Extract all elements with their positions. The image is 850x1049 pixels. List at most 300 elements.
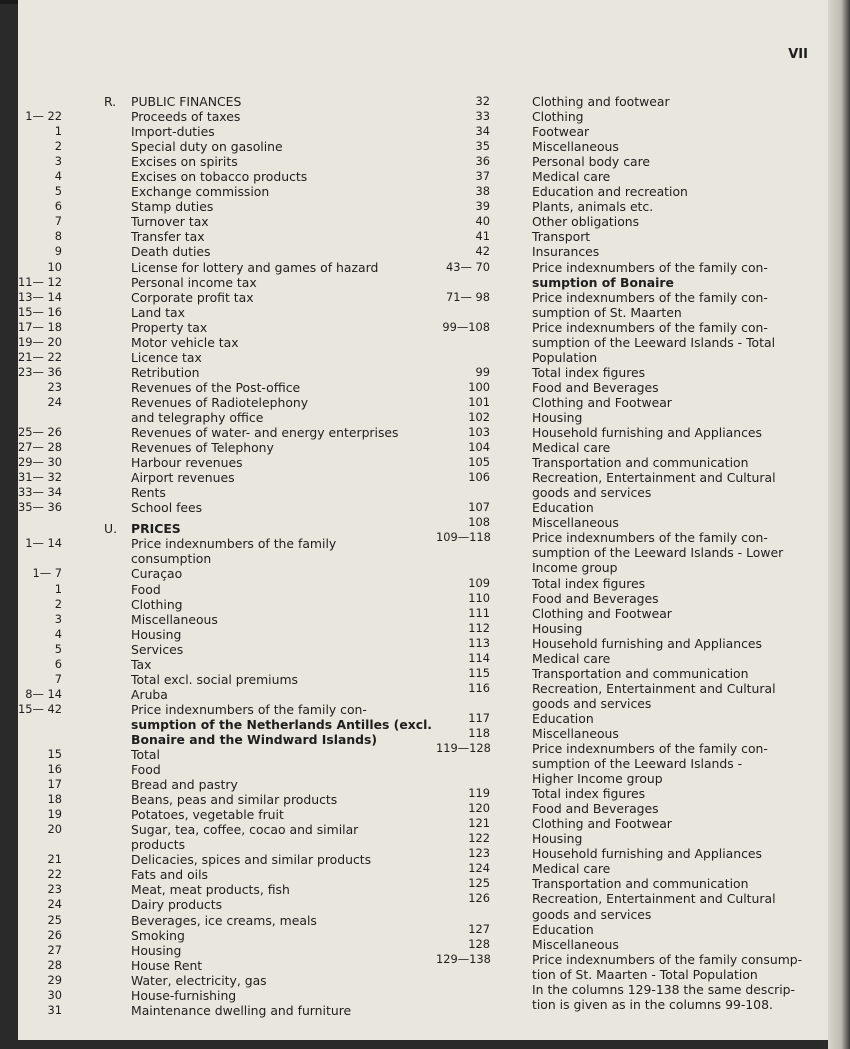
column-number: 29: [47, 972, 62, 987]
section-letter: U.: [104, 521, 118, 537]
entry-label: Plants, animals etc.: [532, 199, 654, 215]
entry-label: Meat, meat products, fish: [131, 882, 290, 898]
entry-label: Education and recreation: [532, 184, 688, 200]
entry-label: Housing: [532, 831, 583, 847]
entry-label: Clothing: [131, 596, 183, 612]
index-row: [18, 154, 418, 169]
entry-label: Revenues of Telephony: [131, 440, 274, 456]
column-number: 29— 30: [18, 455, 62, 470]
column-number: 121: [468, 816, 490, 831]
index-row: [18, 867, 418, 882]
column-number: 24: [47, 897, 62, 912]
index-row: [436, 560, 826, 575]
entry-label: Rents: [131, 485, 166, 501]
index-row: [18, 837, 418, 852]
entry-label: Food: [131, 581, 161, 597]
column-number: 15— 42: [18, 701, 62, 716]
entry-label: Price indexnumbers of the family con-: [532, 289, 768, 305]
index-row: [436, 726, 826, 741]
entry-label: Retribution: [131, 364, 200, 380]
column-number: 8— 14: [25, 686, 62, 701]
index-row: [436, 786, 826, 801]
column-number: 110: [468, 590, 490, 605]
entry-label: Price indexnumbers of the family con-: [532, 741, 768, 757]
index-row: [18, 551, 418, 566]
index-row: [18, 455, 418, 470]
entry-label: Transport: [532, 229, 591, 245]
entry-label: Land tax: [131, 304, 185, 320]
column-number: 1: [54, 124, 62, 139]
entry-label: Other obligations: [532, 214, 640, 230]
column-number: 7: [54, 671, 62, 686]
index-row: [436, 621, 826, 636]
entry-label: Medical care: [532, 440, 611, 456]
column-number: 23— 36: [18, 364, 62, 379]
index-row: [436, 199, 826, 214]
index-row: [18, 1003, 418, 1018]
entry-label: Education: [532, 921, 594, 937]
index-row: [18, 199, 418, 214]
column-number: 13— 14: [18, 289, 62, 304]
index-row: [436, 515, 826, 530]
index-row: [436, 485, 826, 500]
column-number: 27: [47, 942, 62, 957]
entry-label: Miscellaneous: [131, 611, 218, 627]
entry-label: Medical care: [532, 861, 611, 877]
entry-label: sumption of the Leeward Islands - Lower: [532, 545, 784, 561]
index-row: [436, 305, 826, 320]
entry-label: Medical care: [532, 169, 611, 185]
entry-label: Sugar, tea, coffee, cocao and similar: [131, 822, 359, 838]
column-number: 9: [54, 244, 62, 259]
column-number: 128: [468, 936, 490, 951]
index-row: [18, 792, 418, 807]
entry-label: Bread and pastry: [131, 777, 238, 793]
entry-label: Food: [131, 762, 161, 778]
index-row: [18, 470, 418, 485]
column-number: 36: [475, 154, 490, 169]
entry-label: In the columns 129-138 the same descrip-: [532, 981, 796, 997]
column-number: 35— 36: [18, 500, 62, 515]
index-row: [18, 260, 418, 275]
entry-label: Services: [131, 641, 184, 657]
entry-label: goods and services: [532, 906, 652, 922]
entry-label: Miscellaneous: [532, 936, 619, 952]
entry-label: Beans, peas and similar products: [131, 792, 338, 808]
entry-label: Clothing and Footwear: [532, 816, 672, 832]
column-number: 8: [54, 229, 62, 244]
entry-label: Beverages, ice creams, meals: [131, 912, 317, 928]
entry-label: Water, electricity, gas: [131, 972, 267, 988]
entry-label: Price indexnumbers of the family con-: [131, 701, 367, 717]
index-row: [18, 275, 418, 290]
column-number: 105: [468, 455, 490, 470]
column-number: 19: [47, 807, 62, 822]
entry-label: sumption of Bonaire: [532, 274, 674, 290]
column-number: 124: [468, 861, 490, 876]
entry-label: Smoking: [131, 927, 185, 943]
column-number: 16: [47, 762, 62, 777]
index-row: [436, 876, 826, 891]
column-number: 5: [54, 641, 62, 656]
entry-label: Miscellaneous: [532, 725, 619, 741]
entry-label: Food and Beverages: [532, 379, 659, 395]
document-page: [18, 0, 830, 1040]
entry-label: goods and services: [532, 695, 652, 711]
entry-label: Price indexnumbers of the family con-: [532, 530, 768, 546]
entry-label: Fats and oils: [131, 867, 209, 883]
index-row: [18, 380, 418, 395]
entry-label: License for lottery and games of hazard: [131, 259, 379, 275]
index-row: [18, 410, 418, 425]
entry-label: Recreation, Entertainment and Cultural: [532, 891, 776, 907]
index-row: [436, 275, 826, 290]
entry-label: Potatoes, vegetable fruit: [131, 807, 284, 823]
index-row: [436, 290, 826, 305]
index-row: [18, 320, 418, 335]
index-row: [18, 687, 418, 702]
entry-label: Housing: [131, 626, 182, 642]
index-row: [18, 702, 418, 717]
column-number: 39: [475, 199, 490, 214]
column-number: 4: [54, 626, 62, 641]
index-row: [18, 627, 418, 642]
index-row: [436, 681, 826, 696]
column-number: 18: [47, 792, 62, 807]
entry-label: Death duties: [131, 244, 211, 260]
index-row: [18, 94, 418, 109]
entry-label: Miscellaneous: [532, 515, 619, 531]
index-row: [436, 982, 826, 997]
column-number: 103: [468, 425, 490, 440]
index-row: [18, 762, 418, 777]
index-row: [18, 184, 418, 199]
index-row: [18, 169, 418, 184]
index-row: [18, 897, 418, 912]
column-number: 107: [468, 500, 490, 515]
column-number: 100: [468, 379, 490, 394]
entry-label: Excises on spirits: [131, 154, 238, 170]
column-number: 120: [468, 801, 490, 816]
entry-label: Price indexnumbers of the family con-: [532, 259, 768, 275]
entry-label: Education: [532, 500, 594, 516]
index-row: [436, 891, 826, 906]
index-row: [436, 109, 826, 124]
index-row: [18, 928, 418, 943]
index-row: [436, 530, 826, 545]
entry-label: Delicacies, spices and similar products: [131, 852, 372, 868]
entry-label: Excises on tobacco products: [131, 169, 308, 185]
column-number: 6: [54, 199, 62, 214]
column-number: 1— 7: [32, 566, 62, 581]
column-number: 106: [468, 470, 490, 485]
index-row: [18, 214, 418, 229]
entry-label: House Rent: [131, 957, 203, 973]
entry-label: Exchange commission: [131, 184, 270, 200]
column-number: 117: [468, 710, 490, 725]
column-number: 22: [47, 867, 62, 882]
index-row: [18, 124, 418, 139]
index-row: [18, 485, 418, 500]
entry-label: Total excl. social premiums: [131, 671, 298, 687]
entry-label: Household furnishing and Appliances: [532, 846, 762, 862]
index-row: [436, 455, 826, 470]
entry-label: Revenues of Radiotelephony: [131, 394, 309, 410]
column-number: 5: [54, 184, 62, 199]
index-row: [18, 943, 418, 958]
index-row: [436, 666, 826, 681]
entry-label: Transfer tax: [131, 229, 205, 245]
index-row: [436, 636, 826, 651]
column-number: 129—138: [436, 951, 491, 966]
index-row: [436, 365, 826, 380]
column-number: 24: [47, 394, 62, 409]
index-row: [436, 229, 826, 244]
entry-label: Insurances: [532, 244, 600, 260]
index-row: [436, 139, 826, 154]
column-number: 38: [475, 184, 490, 199]
index-row: [18, 612, 418, 627]
index-row: [436, 696, 826, 711]
entry-label: Recreation, Entertainment and Cultural: [532, 470, 776, 486]
index-row: [18, 642, 418, 657]
entry-label: Price indexnumbers of the family consump-: [532, 951, 803, 967]
index-row: [436, 154, 826, 169]
column-number: 30: [47, 987, 62, 1002]
index-row: [436, 922, 826, 937]
index-row: [18, 425, 418, 440]
entry-label: Curaçao: [131, 566, 183, 582]
index-row: [18, 395, 418, 410]
column-number: 26: [47, 927, 62, 942]
entry-label: consumption: [131, 551, 212, 567]
index-row: [18, 500, 418, 515]
column-number: 113: [468, 635, 490, 650]
column-number: 99—108: [442, 319, 490, 334]
index-row: [18, 913, 418, 928]
index-row: [18, 229, 418, 244]
column-number: 17— 18: [18, 319, 62, 334]
column-number: 114: [468, 650, 490, 665]
column-number: 32: [475, 94, 490, 108]
column-number: 4: [54, 169, 62, 184]
index-row: [18, 582, 418, 597]
column-number: 119: [468, 786, 490, 801]
column-number: 112: [468, 620, 490, 635]
binding-shadow: [828, 0, 850, 1049]
index-row: [436, 576, 826, 591]
column-number: 102: [468, 409, 490, 424]
entry-label: Total: [131, 747, 160, 763]
index-row: [436, 861, 826, 876]
index-row: [18, 335, 418, 350]
index-row: [436, 260, 826, 275]
index-row: [18, 365, 418, 380]
index-row: [18, 244, 418, 259]
index-row: [436, 816, 826, 831]
column-number: 3: [54, 154, 62, 169]
index-row: [18, 597, 418, 612]
entry-label: Stamp duties: [131, 199, 214, 215]
index-row: [436, 94, 826, 109]
entry-label: Medical care: [532, 650, 611, 666]
index-row: [18, 139, 418, 154]
entry-label: Food and Beverages: [532, 590, 659, 606]
entry-label: Education: [532, 710, 594, 726]
column-number: 40: [475, 214, 490, 229]
index-row: [436, 184, 826, 199]
entry-label: and telegraphy office: [131, 409, 264, 425]
section-letter: R.: [104, 94, 117, 109]
index-row: [436, 997, 826, 1012]
column-number: 21— 22: [18, 349, 62, 364]
entry-label: Housing: [532, 620, 583, 636]
entry-label: Price indexnumbers of the family: [131, 536, 337, 552]
entry-label: PRICES: [131, 521, 181, 537]
index-row: [18, 732, 418, 747]
entry-label: Aruba: [131, 686, 168, 702]
column-number: 119—128: [436, 741, 491, 756]
column-number: 33— 34: [18, 485, 62, 500]
entry-label: Clothing and footwear: [532, 94, 670, 109]
entry-label: Motor vehicle tax: [131, 334, 239, 350]
index-row: [18, 350, 418, 365]
index-row: [436, 907, 826, 922]
entry-label: Miscellaneous: [532, 139, 619, 155]
column-number: 1— 22: [25, 109, 62, 124]
index-row: [436, 169, 826, 184]
entry-label: products: [131, 837, 186, 853]
column-number: 122: [468, 831, 490, 846]
index-row: [436, 244, 826, 259]
column-number: 20: [47, 822, 62, 837]
index-row: [436, 801, 826, 816]
column-number: 108: [468, 515, 490, 530]
column-number: 104: [468, 440, 490, 455]
column-number: 6: [54, 656, 62, 671]
index-row: [18, 973, 418, 988]
column-number: 15: [47, 747, 62, 762]
index-row: [436, 214, 826, 229]
column-number: 99: [475, 364, 490, 379]
index-row: [436, 425, 826, 440]
index-row: [436, 350, 826, 365]
column-number: 23: [47, 882, 62, 897]
column-number: 43— 70: [446, 259, 490, 274]
entry-label: Property tax: [131, 319, 208, 335]
column-number: 23: [47, 379, 62, 394]
entry-label: Price indexnumbers of the family con-: [532, 319, 768, 335]
index-row: [436, 952, 826, 967]
entry-label: Clothing: [532, 109, 584, 125]
column-number: 37: [475, 169, 490, 184]
column-number: 2: [54, 139, 62, 154]
entry-label: Personal body care: [532, 154, 651, 170]
page-number: VII: [788, 47, 808, 62]
index-row: [18, 988, 418, 1003]
index-row: [18, 305, 418, 320]
column-number: 19— 20: [18, 334, 62, 349]
entry-label: Airport revenues: [131, 470, 235, 486]
entry-label: Housing: [131, 942, 182, 958]
entry-label: School fees: [131, 500, 203, 516]
column-number: 34: [475, 124, 490, 139]
index-row: [436, 380, 826, 395]
entry-label: Transportation and communication: [532, 455, 749, 471]
left-index-column: [18, 94, 433, 1018]
entry-label: sumption of the Leeward Islands -: [532, 756, 743, 772]
index-row: [436, 606, 826, 621]
index-row: [18, 521, 418, 536]
index-row: [18, 747, 418, 762]
entry-label: Special duty on gasoline: [131, 139, 283, 155]
index-row: [18, 566, 418, 581]
index-row: [436, 320, 826, 335]
column-number: 28: [47, 957, 62, 972]
column-number: 21: [47, 852, 62, 867]
entry-label: Total index figures: [532, 575, 646, 591]
entry-label: Transportation and communication: [532, 665, 749, 681]
index-row: [436, 545, 826, 560]
entry-label: Total index figures: [532, 786, 646, 802]
entry-label: sumption of the Netherlands Antilles (excl.: [131, 716, 433, 732]
entry-label: Income group: [532, 560, 618, 576]
index-row: [436, 651, 826, 666]
index-row: [436, 470, 826, 485]
entry-label: Clothing and Footwear: [532, 605, 672, 621]
entry-label: Footwear: [532, 124, 590, 140]
index-row: [18, 672, 418, 687]
entry-label: Licence tax: [131, 349, 202, 365]
entry-label: Higher Income group: [532, 771, 663, 787]
index-row: [436, 395, 826, 410]
column-number: 115: [468, 665, 490, 680]
entry-label: Dairy products: [131, 897, 223, 913]
index-row: [436, 967, 826, 982]
entry-label: Recreation, Entertainment and Cultural: [532, 680, 776, 696]
column-number: 33: [475, 109, 490, 124]
index-row: [18, 882, 418, 897]
entry-label: Household furnishing and Appliances: [532, 635, 762, 651]
entry-label: Total index figures: [532, 364, 646, 380]
column-number: 109: [468, 575, 490, 590]
entry-label: Population: [532, 349, 598, 365]
entry-label: House-furnishing: [131, 987, 237, 1003]
column-number: 116: [468, 680, 490, 695]
column-number: 109—118: [436, 530, 491, 545]
entry-label: Personal income tax: [131, 274, 257, 290]
index-row: [18, 109, 418, 124]
index-row: [18, 807, 418, 822]
entry-label: Household furnishing and Appliances: [532, 425, 762, 441]
entry-label: Housing: [532, 409, 583, 425]
index-row: [436, 591, 826, 606]
index-row: [436, 124, 826, 139]
column-number: 15— 16: [18, 304, 62, 319]
entry-label: Turnover tax: [131, 214, 209, 230]
entry-label: Clothing and Footwear: [532, 394, 672, 410]
entry-label: Maintenance dwelling and furniture: [131, 1002, 352, 1018]
index-row: [436, 937, 826, 952]
entry-label: Tax: [131, 656, 152, 672]
index-row: [436, 741, 826, 756]
column-number: 27— 28: [18, 440, 62, 455]
column-number: 25: [47, 912, 62, 927]
column-number: 25— 26: [18, 425, 62, 440]
index-row: [18, 657, 418, 672]
index-row: [18, 290, 418, 305]
entry-label: sumption of the Leeward Islands - Total: [532, 334, 776, 350]
